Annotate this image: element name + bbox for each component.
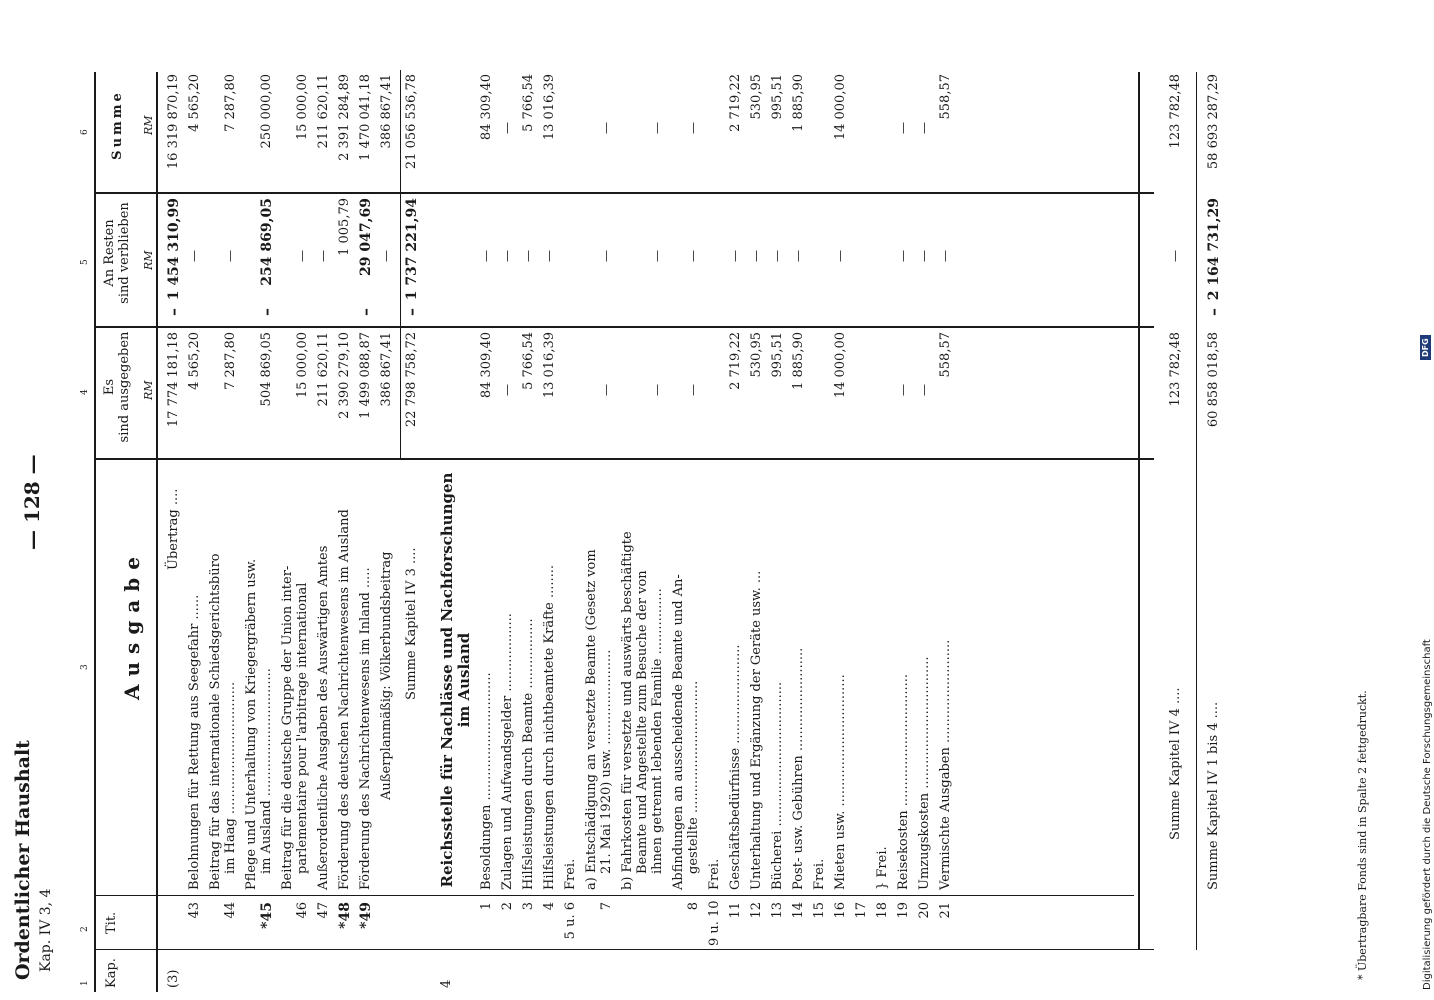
- row-rest: —: [917, 250, 931, 262]
- total-rest-iv4: —: [1168, 250, 1182, 262]
- row-rest: —: [686, 250, 700, 262]
- row-sum: 995,51: [770, 74, 785, 120]
- col-head-spent-line2: sind ausgegeben: [117, 331, 132, 443]
- row-spent: 84 309,40: [479, 332, 494, 399]
- col-head-ausgabe: Ausgabe: [120, 549, 144, 700]
- row-tit: 7: [599, 902, 614, 911]
- row-desc: Mieten usw. ................................: [833, 674, 848, 890]
- row-sum: 5 766,54: [521, 74, 536, 132]
- row-tit: 14: [791, 902, 806, 919]
- row-desc: Besoldungen ...............................: [479, 672, 494, 890]
- row-desc: Umzugskosten ................................: [917, 656, 932, 890]
- total-label-iv1-4: Summe Kapitel IV 1 bis 4 ....: [1206, 701, 1221, 890]
- colnum-2: 2: [80, 926, 90, 932]
- row-rest: —: [542, 250, 556, 262]
- row-spent: 17 774 181,18: [166, 332, 181, 428]
- row-rest: —: [223, 250, 237, 262]
- row-desc: im Ausland ...............................: [259, 668, 274, 874]
- unit-rm-spent: RM: [142, 380, 155, 400]
- row-sum: 16 319 870,19: [166, 74, 181, 170]
- row-desc: Förderung des Nachrichtenwesens im Inland .....: [358, 567, 373, 890]
- row-desc: Frei.: [812, 858, 827, 890]
- row-sum: 1 470 041,18: [358, 74, 373, 161]
- col-rule-tit: [94, 895, 1134, 896]
- row-spent: 211 620,11: [316, 332, 331, 407]
- col-head-rest: [102, 188, 132, 318]
- row-desc: Hilfsleistungen durch Beamte .................: [521, 618, 536, 890]
- document-subtitle: Kap. IV 3, 4: [38, 888, 54, 972]
- row-tit: *45: [259, 902, 275, 929]
- row-sum: —: [686, 122, 700, 134]
- row-desc: Hilfsleistungen durch nichtbeamtete Kräfte ........: [542, 564, 557, 890]
- colnum-6: 6: [80, 129, 90, 135]
- total-spent-iv4: 123 782,48: [1168, 332, 1183, 407]
- col-head-rest-line2: sind verblieben: [117, 202, 132, 304]
- row-sum: 7 287,80: [223, 74, 238, 132]
- total-rule: [1138, 72, 1140, 950]
- row-spent: —: [500, 384, 514, 396]
- row-rest: —: [295, 250, 309, 262]
- row-desc: Belohnungen für Rettung aus Seegefahr ......: [187, 594, 202, 890]
- row-rest: —: [938, 250, 952, 262]
- row-spent: —: [650, 384, 664, 396]
- row-desc: Bücherei ...................................: [770, 681, 785, 890]
- row-desc: Beitrag für das internationale Schiedsgerichtsbüro: [208, 553, 223, 890]
- row-tit: 1: [479, 902, 494, 911]
- row-spent: 504 869,05: [259, 332, 274, 407]
- row-desc: ihnen getrennt lebenden Familie ................: [650, 588, 665, 874]
- row-rest: —: [379, 250, 393, 262]
- row-desc: Vermischte Ausgaben .........................: [938, 639, 953, 890]
- row-desc: Frei.: [707, 858, 722, 890]
- row-rest: —: [599, 250, 613, 262]
- row-desc: 21. Mai 1920) usw. .......................: [599, 649, 614, 874]
- row-tit: *48: [337, 902, 353, 929]
- row-desc: Förderung des deutschen Nachrichtenwesens im Ausland: [337, 509, 352, 890]
- row-desc: parlementaire pour l'arbitrage international: [295, 582, 310, 874]
- row-spent: 530,95: [749, 332, 764, 378]
- row-spent: 2 719,22: [728, 332, 743, 390]
- row-sum: 530,95: [749, 74, 764, 120]
- row-spent: 22 798 758,72: [404, 332, 419, 428]
- dfg-logo: DFG: [1420, 335, 1431, 360]
- row-rest-sign: –: [356, 308, 375, 316]
- row-sum: 1 885,90: [791, 74, 806, 132]
- row-sum: —: [896, 122, 910, 134]
- col-rule-spent: [94, 326, 1154, 328]
- row-tit: 21: [938, 902, 953, 919]
- row-tit: 8: [686, 902, 701, 911]
- row-rest: —: [770, 250, 784, 262]
- row-rest: —: [479, 250, 493, 262]
- row-desc: Frei.: [563, 858, 578, 890]
- row-tit: 18: [875, 902, 890, 919]
- row-rest: 29 047,69: [358, 198, 374, 276]
- row-rest: —: [521, 250, 535, 262]
- colnum-4: 4: [80, 389, 90, 395]
- row-rest: —: [650, 250, 664, 262]
- total-label-iv4: Summe Kapitel IV 4 ....: [1168, 687, 1183, 840]
- row-tit: 46: [295, 902, 310, 919]
- document-title: Ordentlicher Haushalt: [12, 740, 34, 980]
- row-tit: 2: [500, 902, 515, 911]
- total-sum-iv4: 123 782,48: [1168, 74, 1183, 149]
- row-spent: 7 287,80: [223, 332, 238, 390]
- row-sum: 386 867,41: [379, 74, 394, 149]
- total-rest-iv1-4: 2 164 731,29: [1206, 198, 1222, 301]
- row-spent: 14 000,00: [833, 332, 848, 399]
- row-tit: 20: [917, 902, 932, 919]
- row-tit: 17: [854, 902, 869, 919]
- row-desc: Zulagen und Aufwandsgelder ...................: [500, 613, 515, 890]
- digitization-note: Digitalisierung gefördert durch die Deutsche Forschungsgemeinschaft: [1422, 639, 1433, 990]
- row-tit: 4: [542, 902, 557, 911]
- row-spent: 1 885,90: [791, 332, 806, 390]
- row-sum: 21 056 536,78: [404, 74, 419, 170]
- unit-rm-rest: RM: [142, 250, 155, 270]
- row-desc: b) Fahrkosten für versetzte und auswärts beschäftigte: [620, 531, 635, 890]
- grand-total-rule: [1196, 72, 1197, 950]
- row-desc: Post- usw. Gebühren .........................: [791, 647, 806, 890]
- row-sum: 250 000,00: [259, 74, 274, 149]
- row-sum: 14 000,00: [833, 74, 848, 141]
- row-tit: 13: [770, 902, 785, 919]
- col-head-summe: Summe: [110, 90, 125, 160]
- col-rule-rest: [94, 192, 1154, 194]
- row-sum: 211 620,11: [316, 74, 331, 149]
- row-kap: (3): [166, 969, 181, 988]
- row-sum: —: [500, 122, 514, 134]
- row-desc: Reichsstelle für Nachlässe und Nachforschungen: [438, 472, 456, 888]
- row-rest: 1 454 310,99: [166, 198, 182, 301]
- row-tit: 47: [316, 902, 331, 919]
- row-spent: —: [917, 384, 931, 396]
- row-tit: 19: [896, 902, 911, 919]
- row-desc: Geschäftsbedürfnisse ........................: [728, 644, 743, 890]
- colnum-1: 1: [80, 980, 90, 986]
- row-spent: 4 565,20: [187, 332, 202, 390]
- row-desc: Beamte und Angestellte zum Besuche der von: [635, 570, 650, 874]
- row-rest: —: [833, 250, 847, 262]
- row-sum: —: [650, 122, 664, 134]
- row-tit: *49: [358, 902, 374, 929]
- row-sum: —: [599, 122, 613, 134]
- col-head-kap: Kap.: [104, 958, 119, 988]
- sum-row-rule: [400, 70, 401, 460]
- row-rest: —: [896, 250, 910, 262]
- row-tit: 11: [728, 902, 743, 919]
- row-spent: 2 390 279,10: [337, 332, 352, 419]
- row-desc: im Ausland: [455, 632, 473, 728]
- unit-rm-sum: RM: [142, 115, 155, 135]
- row-tit: 5 u. 6: [563, 902, 578, 940]
- header-rule-bottom: [156, 72, 158, 992]
- row-spent: 1 499 088,87: [358, 332, 373, 419]
- col-head-tit: Tit.: [104, 911, 119, 934]
- row-spent: 995,51: [770, 332, 785, 378]
- row-kap: 4: [439, 979, 454, 988]
- row-desc: Reisekosten ................................: [896, 673, 911, 890]
- row-tit: 16: [833, 902, 848, 919]
- col-rule-desc: [94, 458, 1154, 460]
- page-number: — 128 —: [20, 454, 44, 550]
- row-spent: —: [896, 384, 910, 396]
- row-tit: 15: [812, 902, 827, 919]
- row-desc: gestellte ................................: [686, 680, 701, 874]
- row-desc: } Frei.: [875, 846, 890, 890]
- row-rest-sign: –: [164, 308, 183, 316]
- footnote: * Übertragbare Fonds sind in Spalte 2 fettgedruckt.: [1356, 690, 1369, 980]
- row-spent: 15 000,00: [295, 332, 310, 399]
- row-sum: 2 719,22: [728, 74, 743, 132]
- row-sum: 84 309,40: [479, 74, 494, 141]
- row-rest: —: [187, 250, 201, 262]
- colnum-3: 3: [80, 664, 90, 670]
- total-rest-sign: –: [1204, 308, 1223, 316]
- header-rule-top: [94, 72, 96, 992]
- row-desc: a) Entschädigung an versetzte Beamte (Gesetz vom: [584, 549, 599, 890]
- row-desc: Außerordentliche Ausgaben des Auswärtigen Amtes: [316, 545, 331, 890]
- col-head-spent: [102, 322, 132, 452]
- col-head-rest-line1: An Resten: [102, 219, 117, 287]
- row-sum: 13 016,39: [542, 74, 557, 141]
- row-desc: im Haag ................................: [223, 681, 238, 874]
- row-desc: Beitrag für die deutsche Gruppe der Union inter-: [280, 565, 295, 890]
- row-spent: —: [686, 384, 700, 396]
- row-tit: 3: [521, 902, 536, 911]
- row-spent: 5 766,54: [521, 332, 536, 390]
- row-rest: —: [728, 250, 742, 262]
- row-sum: 558,57: [938, 74, 953, 120]
- row-tit: 9 u. 10: [707, 900, 722, 946]
- row-desc: Außerplanmäßig: Völkerbundsbeitrag: [379, 551, 394, 800]
- row-desc: Pflege und Unterhaltung von Kriegergräbern usw.: [244, 558, 259, 890]
- row-rest: —: [316, 250, 330, 262]
- row-sum: —: [917, 122, 931, 134]
- colnum-5: 5: [80, 259, 90, 265]
- row-tit: 12: [749, 902, 764, 919]
- row-rest: 254 869,05: [259, 198, 275, 286]
- row-spent: —: [599, 384, 613, 396]
- row-sum: 4 565,20: [187, 74, 202, 132]
- row-sum: 15 000,00: [295, 74, 310, 141]
- row-rest: 1 005,79: [337, 198, 352, 256]
- col-head-spent-line1: Es: [102, 378, 117, 396]
- row-rest-sign: –: [402, 308, 421, 316]
- row-spent: 386 867,41: [379, 332, 394, 407]
- col-rule-kap: [94, 949, 1154, 950]
- row-desc: Abfindungen an ausscheidende Beamte und An-: [671, 574, 686, 890]
- row-tit: 44: [223, 902, 238, 919]
- row-rest: —: [749, 250, 763, 262]
- total-spent-iv1-4: 60 858 018,58: [1206, 332, 1221, 428]
- row-sum: 2 391 284,89: [337, 74, 352, 161]
- total-sum-iv1-4: 58 693 287,29: [1206, 74, 1221, 170]
- row-rest: 1 737 221,94: [404, 198, 420, 301]
- row-desc: Unterhaltung und Ergänzung der Geräte usw. ...: [749, 570, 764, 890]
- row-tit: 43: [187, 902, 202, 919]
- row-rest: —: [500, 250, 514, 262]
- row-spent: 558,57: [938, 332, 953, 378]
- row-desc: Summe Kapitel IV 3 ....: [404, 547, 419, 700]
- row-spent: 13 016,39: [542, 332, 557, 399]
- row-rest: —: [791, 250, 805, 262]
- row-rest-sign: –: [257, 308, 276, 316]
- row-desc: Übertrag ....: [166, 488, 181, 570]
